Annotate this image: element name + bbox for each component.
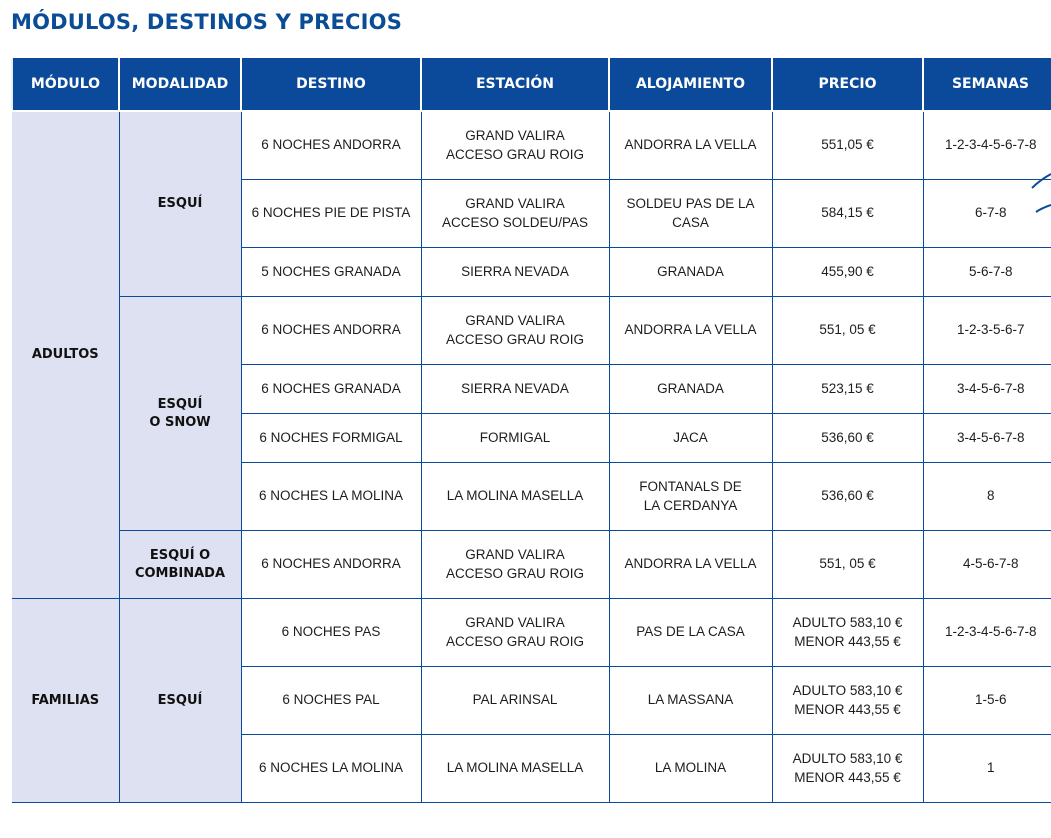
estacion-cell: [421, 667, 609, 735]
destino-cell: 6 NOCHES PAL: [241, 667, 421, 735]
estacion-cell: [421, 414, 609, 463]
precio-cell: [772, 463, 923, 531]
precio-line: 551,05 €: [821, 137, 874, 153]
alojamiento-cell: [609, 248, 772, 297]
precio-cell: [772, 365, 923, 414]
precio-cell: [772, 248, 923, 297]
modality-cell-esqui-o-snow: [119, 297, 241, 531]
estacion-cell: [421, 297, 609, 365]
semanas-cell: 3-4-5-6-7-8: [923, 365, 1051, 414]
module-cell-familias: FAMILIAS: [12, 599, 119, 803]
alojamiento-line: CASA: [672, 214, 709, 230]
alojamiento-line: LA CERDANYA: [643, 497, 738, 513]
page-title: MÓDULOS, DESTINOS Y PRECIOS: [11, 10, 403, 34]
destino-cell: 6 NOCHES PAS: [241, 599, 421, 667]
modality-line: ESQUÍ: [157, 692, 203, 708]
table-row: [12, 297, 1051, 365]
alojamiento-line: PAS DE LA CASA: [636, 624, 745, 640]
header-precio: PRECIO: [772, 58, 923, 111]
modality-cell-esqui: [119, 599, 241, 803]
destino-cell: 6 NOCHES LA MOLINA: [241, 735, 421, 803]
destino-cell: 6 NOCHES ANDORRA: [241, 111, 421, 180]
alojamiento-cell: [609, 180, 772, 248]
alojamiento-line: LA MASSANA: [647, 692, 734, 708]
semanas-cell: 6-7-8: [923, 180, 1051, 248]
precio-cell: [772, 414, 923, 463]
alojamiento-cell: [609, 365, 772, 414]
alojamiento-line: JACA: [673, 429, 708, 445]
alojamiento-line: GRANADA: [657, 380, 724, 396]
modality-cell-esqui: [119, 111, 241, 297]
alojamiento-line: ANDORRA LA VELLA: [624, 322, 757, 338]
prices-table: [11, 58, 1051, 803]
alojamiento-cell: [609, 463, 772, 531]
header-semanas: SEMANAS: [923, 58, 1051, 111]
precio-cell: [772, 735, 923, 803]
precio-line: ADULTO 583,10 €: [792, 615, 903, 631]
estacion-cell: [421, 599, 609, 667]
estacion-line: ACCESO SOLDEU/PAS: [441, 214, 589, 230]
header-destino: DESTINO: [241, 58, 421, 111]
modality-line: ESQUÍ O: [149, 547, 211, 563]
estacion-line: ACCESO GRAU ROIG: [445, 565, 585, 581]
estacion-cell: [421, 531, 609, 599]
estacion-line: ACCESO GRAU ROIG: [445, 146, 585, 162]
modality-line: COMBINADA: [134, 565, 226, 581]
estacion-cell: [421, 111, 609, 180]
semanas-cell: 1-2-3-4-5-6-7-8: [923, 599, 1051, 667]
estacion-line: GRAND VALIRA: [465, 196, 565, 212]
precio-line: 584,15 €: [821, 205, 874, 221]
header-row: [12, 58, 1051, 111]
alojamiento-line: ANDORRA LA VELLA: [624, 137, 757, 153]
precio-line: ADULTO 583,10 €: [792, 751, 903, 767]
alojamiento-line: SOLDEU PAS DE LA: [626, 196, 755, 212]
precio-line: 455,90 €: [821, 263, 874, 279]
precio-line: 551, 05 €: [819, 322, 876, 338]
estacion-line: GRAND VALIRA: [465, 615, 565, 631]
module-cell-adultos: ADULTOS: [12, 111, 119, 599]
alojamiento-line: LA MOLINA: [654, 760, 727, 776]
header-modulo: MÓDULO: [12, 58, 119, 111]
estacion-line: ACCESO GRAU ROIG: [445, 331, 585, 347]
estacion-line: SIERRA NEVADA: [461, 380, 569, 396]
table-row: [12, 599, 1051, 667]
estacion-line: GRAND VALIRA: [465, 547, 565, 563]
alojamiento-cell: [609, 735, 772, 803]
precio-line: ADULTO 583,10 €: [792, 683, 903, 699]
estacion-line: GRAND VALIRA: [465, 313, 565, 329]
precio-cell: [772, 111, 923, 180]
destino-cell: 6 NOCHES ANDORRA: [241, 297, 421, 365]
semanas-cell: 1-5-6: [923, 667, 1051, 735]
alojamiento-cell: [609, 531, 772, 599]
alojamiento-cell: [609, 667, 772, 735]
header-modalidad: MODALIDAD: [119, 58, 241, 111]
precio-line: MENOR 443,55 €: [794, 769, 901, 785]
alojamiento-cell: [609, 599, 772, 667]
destino-cell: 6 NOCHES PIE DE PISTA: [241, 180, 421, 248]
estacion-cell: [421, 180, 609, 248]
destino-cell: 6 NOCHES GRANADA: [241, 365, 421, 414]
precio-line: 536,60 €: [821, 429, 874, 445]
semanas-cell: 3-4-5-6-7-8: [923, 414, 1051, 463]
estacion-cell: [421, 248, 609, 297]
semanas-cell: 1: [923, 735, 1051, 803]
header-alojamiento: ALOJAMIENTO: [609, 58, 772, 111]
table-row: [12, 111, 1051, 180]
header-estacion: ESTACIÓN: [421, 58, 609, 111]
semanas-cell: 1-2-3-4-5-6-7-8: [923, 111, 1051, 180]
alojamiento-cell: [609, 297, 772, 365]
destino-cell: 6 NOCHES ANDORRA: [241, 531, 421, 599]
destino-cell: 6 NOCHES FORMIGAL: [241, 414, 421, 463]
precio-cell: [772, 297, 923, 365]
precio-line: 523,15 €: [821, 380, 874, 396]
destino-cell: 5 NOCHES GRANADA: [241, 248, 421, 297]
precio-cell: [772, 180, 923, 248]
estacion-cell: [421, 365, 609, 414]
estacion-cell: [421, 463, 609, 531]
table-row: [12, 531, 1051, 599]
destino-cell: 6 NOCHES LA MOLINA: [241, 463, 421, 531]
modality-line: O SNOW: [149, 414, 211, 430]
precio-line: 551, 05 €: [819, 556, 876, 572]
estacion-line: LA MOLINA MASELLA: [446, 488, 584, 504]
semanas-cell: 8: [923, 463, 1051, 531]
alojamiento-cell: [609, 414, 772, 463]
estacion-cell: [421, 735, 609, 803]
alojamiento-line: FONTANALS DE: [639, 479, 742, 495]
precio-cell: [772, 667, 923, 735]
precio-line: MENOR 443,55 €: [794, 633, 901, 649]
estacion-line: ACCESO GRAU ROIG: [445, 633, 585, 649]
connector-lines-decoration: [1030, 160, 1051, 220]
estacion-line: PAL ARINSAL: [472, 692, 558, 708]
modality-line: ESQUÍ: [157, 196, 203, 212]
precio-line: 536,60 €: [821, 488, 874, 504]
modality-cell-esqui-o-combinada: [119, 531, 241, 599]
precio-cell: [772, 531, 923, 599]
alojamiento-line: ANDORRA LA VELLA: [624, 556, 757, 572]
estacion-line: GRAND VALIRA: [465, 128, 565, 144]
estacion-line: FORMIGAL: [479, 429, 551, 445]
semanas-cell: 1-2-3-5-6-7: [923, 297, 1051, 365]
precio-line: MENOR 443,55 €: [794, 701, 901, 717]
estacion-line: LA MOLINA MASELLA: [446, 760, 584, 776]
alojamiento-cell: [609, 111, 772, 180]
alojamiento-line: GRANADA: [657, 263, 724, 279]
semanas-cell: 4-5-6-7-8: [923, 531, 1051, 599]
semanas-cell: 5-6-7-8: [923, 248, 1051, 297]
modality-line: ESQUÍ: [157, 396, 203, 412]
estacion-line: SIERRA NEVADA: [461, 263, 569, 279]
precio-cell: [772, 599, 923, 667]
